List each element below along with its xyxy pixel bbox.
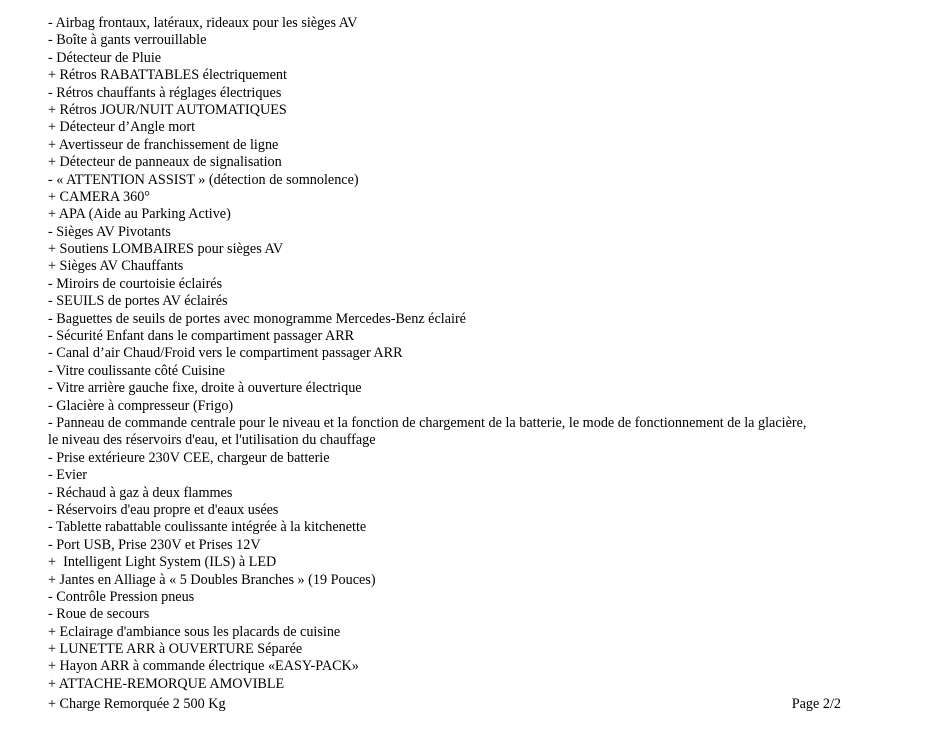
- list-item: + Eclairage d'ambiance sous les placards de cuisine: [48, 623, 341, 640]
- equipment-list: [48, 15, 818, 693]
- list-item: + Intelligent Light System (ILS) à LED: [48, 554, 277, 571]
- list-item: + Détecteur d’Angle mort: [48, 119, 196, 136]
- list-item: - Sécurité Enfant dans le compartiment passager ARR: [48, 328, 355, 345]
- list-item: + Rétros JOUR/NUIT AUTOMATIQUES: [48, 101, 287, 118]
- list-item: - Panneau de commande centrale pour le niveau et la fonction de chargement de la batterie, le mode de fonctionnement de la glacière, le niveau des réservoirs d'eau, et l'utilisation du chauffage: [48, 414, 810, 449]
- list-item: - Sièges AV Pivotants: [48, 223, 171, 240]
- list-item: + Soutiens LOMBAIRES pour sièges AV: [48, 241, 284, 258]
- list-item: + APA (Aide au Parking Active): [48, 206, 231, 223]
- list-item: + ATTACHE-REMORQUE AMOVIBLE: [48, 675, 285, 692]
- list-item: - Détecteur de Pluie: [48, 49, 162, 66]
- list-item: - SEUILS de portes AV éclairés: [48, 293, 228, 310]
- list-item: + Sièges AV Chauffants: [48, 258, 184, 275]
- list-item: - Roue de secours: [48, 606, 150, 623]
- list-item: - Baguettes de seuils de portes avec monogramme Mercedes-Benz éclairé: [48, 310, 466, 327]
- list-item: - « ATTENTION ASSIST » (détection de somnolence): [48, 171, 359, 188]
- list-item: - Port USB, Prise 230V et Prises 12V: [48, 536, 261, 553]
- list-item: + Avertisseur de franchissement de ligne: [48, 136, 279, 153]
- list-item: + Détecteur de panneaux de signalisation: [48, 154, 282, 171]
- page-number: Page 2/2: [791, 696, 841, 712]
- list-item: + Rétros RABATTABLES électriquement: [48, 67, 287, 84]
- list-item: + CAMERA 360°: [48, 188, 150, 205]
- list-item: - Réservoirs d'eau propre et d'eaux usées: [48, 501, 279, 518]
- list-item: - Réchaud à gaz à deux flammes: [48, 484, 233, 501]
- list-item: - Rétros chauffants à réglages électriques: [48, 84, 282, 101]
- list-item: - Boîte à gants verrouillable: [48, 32, 207, 49]
- page-footer: [48, 694, 841, 714]
- list-item: - Prise extérieure 230V CEE, chargeur de batterie: [48, 449, 330, 466]
- list-item: - Miroirs de courtoisie éclairés: [48, 275, 223, 292]
- list-item: - Airbag frontaux, latéraux, rideaux pour les sièges AV: [48, 15, 358, 31]
- list-item: + LUNETTE ARR à OUVERTURE Séparée: [48, 641, 303, 658]
- list-item: - Contrôle Pression pneus: [48, 588, 195, 605]
- list-item: - Glacière à compresseur (Frigo): [48, 397, 234, 414]
- list-item: - Canal d’air Chaud/Froid vers le compartiment passager ARR: [48, 345, 403, 362]
- list-item: - Tablette rabattable coulissante intégrée à la kitchenette: [48, 519, 367, 536]
- list-item: - Vitre coulissante côté Cuisine: [48, 362, 225, 379]
- list-item: + Jantes en Alliage à « 5 Doubles Branches » (19 Pouces): [48, 571, 376, 588]
- list-item: + Hayon ARR à commande électrique «EASY-PACK»: [48, 658, 359, 675]
- list-item: - Evier: [48, 467, 87, 484]
- list-item: - Vitre arrière gauche fixe, droite à ouverture électrique: [48, 380, 362, 397]
- list-item: + Charge Remorquée 2 500 Kg: [48, 696, 226, 712]
